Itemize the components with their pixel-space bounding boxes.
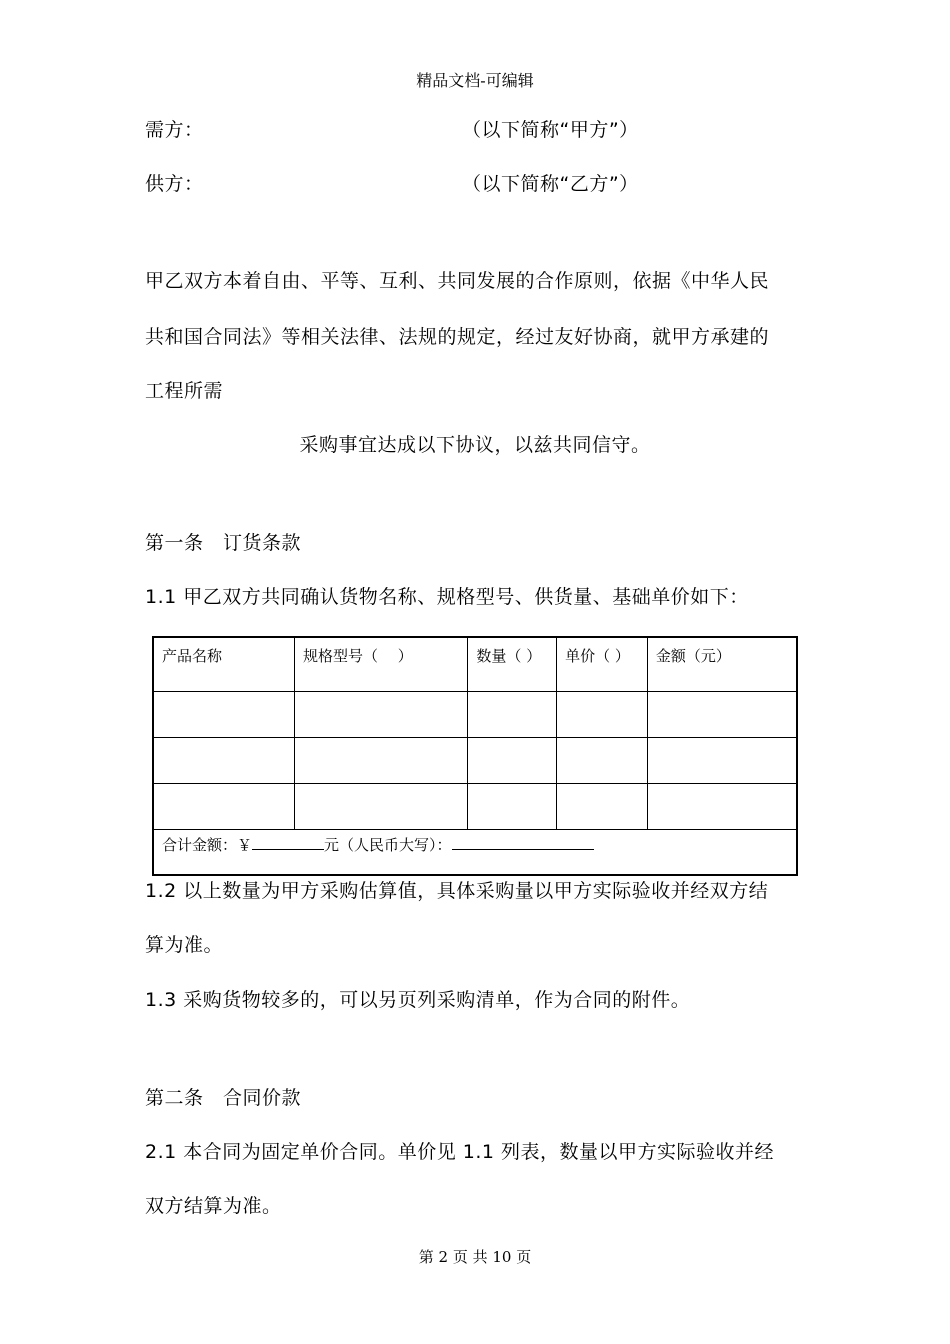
table-cell[interactable] (153, 737, 295, 783)
header-spec-model: 规格型号（ ） (295, 637, 468, 691)
table-cell[interactable] (468, 691, 557, 737)
intro-line-1: 甲乙双方本着自由、平等、互利、共同发展的合作原则，依据《中华人民 (145, 270, 770, 292)
clause-1-2-line-1: 1.2 以上数量为甲方采购估算值，具体采购量以甲方实际验收并经双方结 (145, 880, 769, 902)
table-cell[interactable] (468, 783, 557, 829)
clause-2-1-line-2: 双方结算为准。 (145, 1195, 282, 1217)
table-header-row (153, 637, 797, 691)
table-cell[interactable] (557, 737, 648, 783)
buyer-label: 需方： (145, 119, 204, 141)
header-amount: 金额（元） (647, 637, 797, 691)
table-cell[interactable] (647, 737, 797, 783)
table-cell[interactable] (557, 691, 648, 737)
article-1-title: 第一条 订货条款 (145, 532, 302, 554)
clause-2-1-line-1: 2.1 本合同为固定单价合同。单价见 1.1 列表，数量以甲方实际验收并经 (145, 1141, 775, 1163)
total-mid: 元（人民币大写）： (324, 835, 452, 854)
intro-line-2: 共和国合同法》等相关法律、法规的规定，经过友好协商，就甲方承建的 (145, 326, 770, 348)
clause-1-1: 1.1 甲乙双方共同确认货物名称、规格型号、供货量、基础单价如下： (145, 586, 749, 608)
total-number-blank[interactable] (252, 835, 324, 850)
intro-line-3: 工程所需 (145, 380, 224, 402)
table-cell[interactable] (295, 783, 468, 829)
table-total-row (153, 829, 797, 875)
article-2-title: 第二条 合同价款 (145, 1087, 302, 1109)
table-cell[interactable] (295, 737, 468, 783)
intro-line-4: 采购事宜达成以下协议，以兹共同信守。 (299, 434, 651, 456)
seller-note: （以下简称“乙方”） (462, 173, 639, 195)
table-row (153, 783, 797, 829)
table-cell[interactable] (153, 783, 295, 829)
table-row (153, 691, 797, 737)
table-row (153, 737, 797, 783)
order-table (152, 636, 798, 876)
total-prefix: 合计金额：￥ (162, 835, 253, 854)
header-quantity: 数量（ ） (468, 637, 557, 691)
header-product-name: 产品名称 (153, 637, 295, 691)
total-words-blank[interactable] (452, 835, 594, 850)
table-cell[interactable] (295, 691, 468, 737)
total-amount-cell (153, 829, 797, 875)
buyer-note: （以下简称“甲方”） (462, 119, 639, 141)
table-cell[interactable] (647, 691, 797, 737)
seller-label: 供方： (145, 173, 204, 195)
page-footer: 第 2 页 共 10 页 (418, 1248, 532, 1266)
clause-1-2-line-2: 算为准。 (145, 934, 224, 956)
document-header: 精品文档-可编辑 (416, 71, 534, 90)
table-cell[interactable] (468, 737, 557, 783)
table-cell[interactable] (153, 691, 295, 737)
table-cell[interactable] (647, 783, 797, 829)
clause-1-3: 1.3 采购货物较多的，可以另页列采购清单，作为合同的附件。 (145, 989, 691, 1011)
table-cell[interactable] (557, 783, 648, 829)
header-unit-price: 单价（ ） (557, 637, 648, 691)
